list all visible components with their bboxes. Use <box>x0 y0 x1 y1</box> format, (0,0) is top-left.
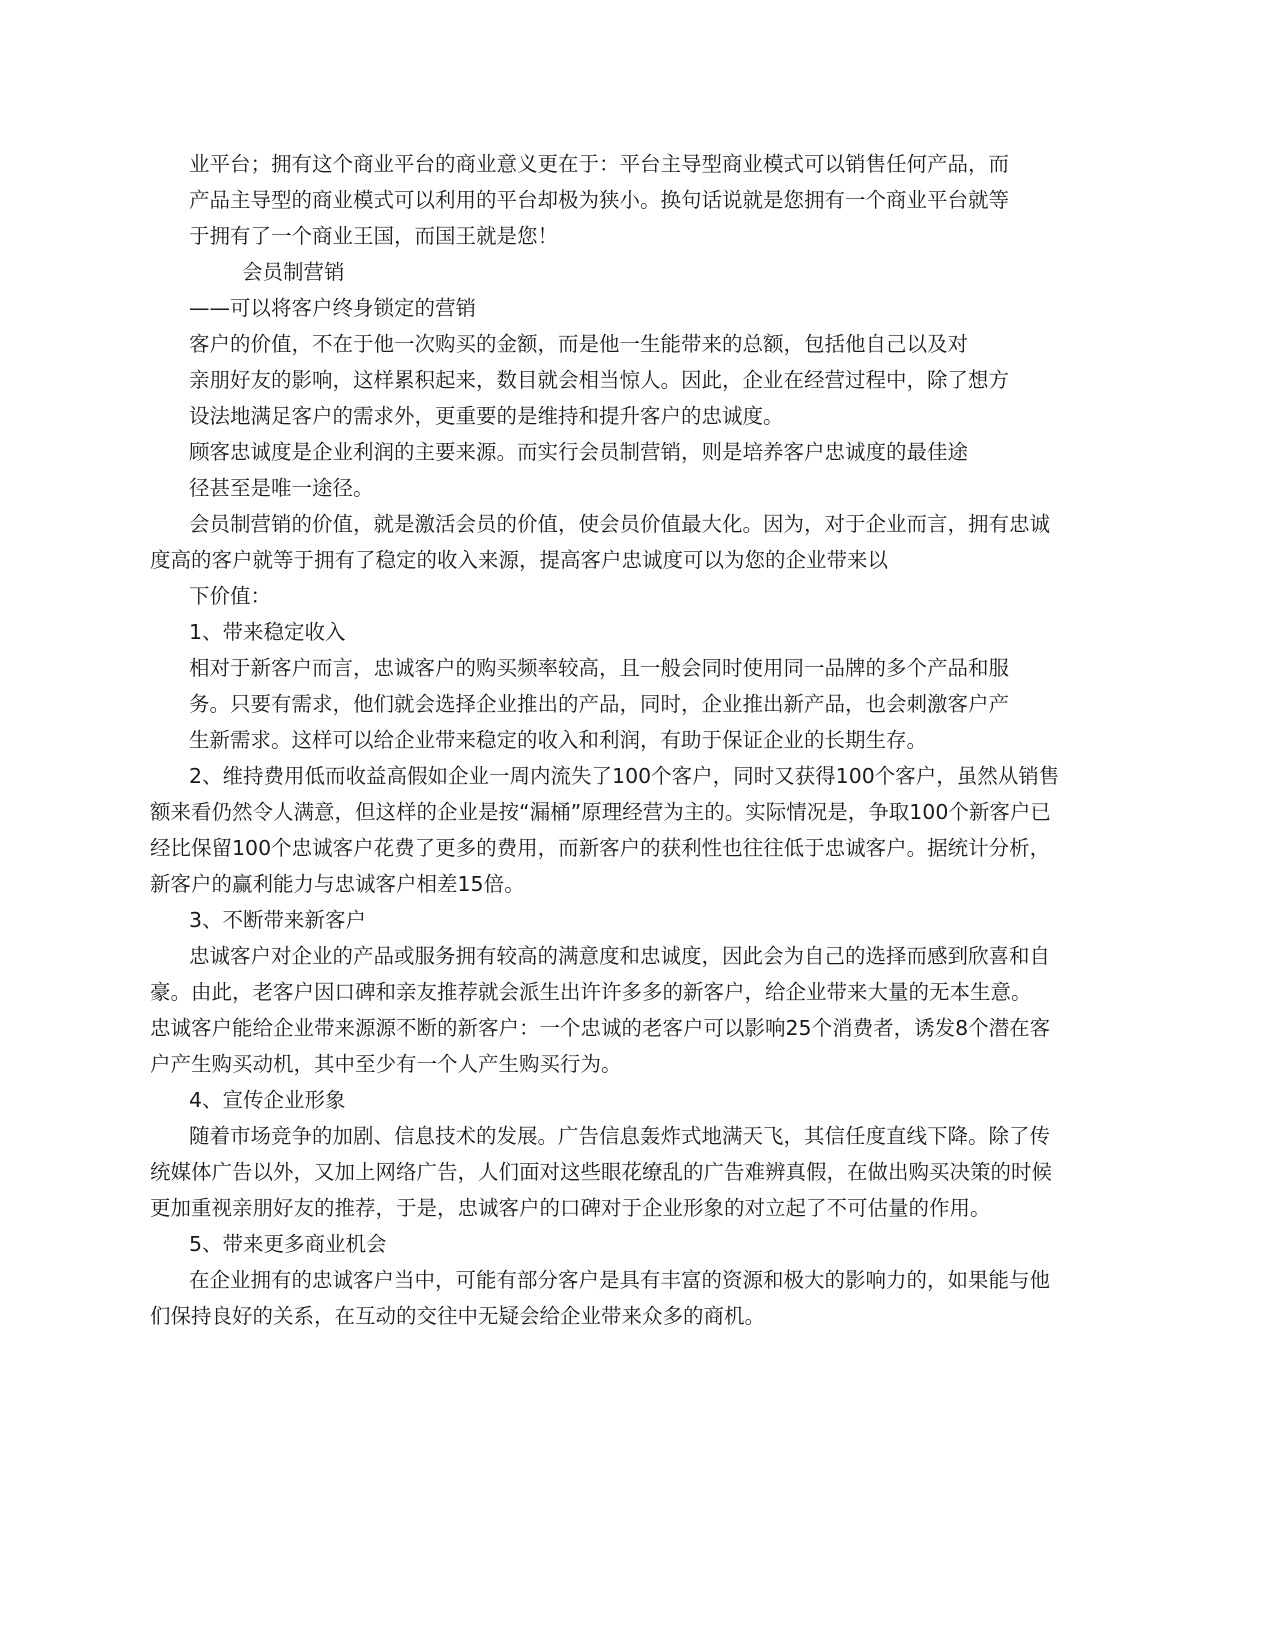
text-line: 新客户的赢利能力与忠诚客户相差15倍。 <box>150 872 525 896</box>
text-line: 务。只要有需求，他们就会选择企业推出的产品，同时，企业推出新产品，也会刺激客户产 <box>189 692 1009 716</box>
text-line: 随着市场竞争的加剧、信息技术的发展。广告信息轰炸式地满天飞，其信任度直线下降。除了传 <box>189 1124 1050 1148</box>
text-line: 会员制营销的价值，就是激活会员的价值，使会员价值最大化。因为，对于企业而言，拥有忠诚 <box>189 512 1050 536</box>
text-line: 相对于新客户而言，忠诚客户的购买频率较高，且一般会同时使用同一品牌的多个产品和服 <box>189 656 1009 680</box>
section-heading: 会员制营销 <box>242 260 345 284</box>
text-line: 径甚至是唯一途径。 <box>189 476 374 500</box>
text-line: 顾客忠诚度是企业利润的主要来源。而实行会员制营销，则是培养客户忠诚度的最佳途 <box>189 440 968 464</box>
list-heading: 2、维持费用低而收益高假如企业一周内流失了100个客户，同时又获得100个客户，虽然从销售 <box>189 764 1060 788</box>
text-line: 亲朋好友的影响，这样累积起来，数目就会相当惊人。因此，企业在经营过程中，除了想方 <box>189 368 1009 392</box>
text-line: 生新需求。这样可以给企业带来稳定的收入和利润，有助于保证企业的长期生存。 <box>189 728 927 752</box>
list-heading: 3、不断带来新客户 <box>189 908 367 932</box>
text-line: 统媒体广告以外，又加上网络广告，人们面对这些眼花缭乱的广告难辨真假，在做出购买决策的时候 <box>150 1160 1052 1184</box>
text-line: 度高的客户就等于拥有了稳定的收入来源，提高客户忠诚度可以为您的企业带来以 <box>150 548 888 572</box>
text-line: 下价值： <box>189 584 271 608</box>
text-line: 设法地满足客户的需求外，更重要的是维持和提升客户的忠诚度。 <box>189 404 784 428</box>
list-heading: 5、带来更多商业机会 <box>189 1232 387 1256</box>
text-line: 忠诚客户对企业的产品或服务拥有较高的满意度和忠诚度，因此会为自己的选择而感到欣喜和自 <box>189 944 1050 968</box>
text-line: 在企业拥有的忠诚客户当中，可能有部分客户是具有丰富的资源和极大的影响力的，如果能与他 <box>189 1268 1050 1292</box>
text-line: 豪。由此，老客户因口碑和亲友推荐就会派生出许许多多的新客户，给企业带来大量的无本生意。 <box>150 980 1032 1004</box>
text-line: 户产生购买动机，其中至少有一个人产生购买行为。 <box>150 1052 622 1076</box>
text-line: 忠诚客户能给企业带来源源不断的新客户：一个忠诚的老客户可以影响25个消费者，诱发8个潜在客 <box>150 1016 1051 1040</box>
text-line: 额来看仍然令人满意，但这样的企业是按“漏桶”原理经营为主的。实际情况是，争取100个新客户已 <box>150 800 1051 824</box>
section-subheading: ——可以将客户终身锁定的营销 <box>189 296 476 320</box>
text-line: 于拥有了一个商业王国，而国王就是您！ <box>189 224 558 248</box>
text-line: 客户的价值，不在于他一次购买的金额，而是他一生能带来的总额，包括他自己以及对 <box>189 332 968 356</box>
text-line: 更加重视亲朋好友的推荐，于是，忠诚客户的口碑对于企业形象的对立起了不可估量的作用。 <box>150 1196 991 1220</box>
text-line: 们保持良好的关系，在互动的交往中无疑会给企业带来众多的商机。 <box>150 1304 765 1328</box>
list-heading: 4、宣传企业形象 <box>189 1088 346 1112</box>
text-line: 产品主导型的商业模式可以利用的平台却极为狭小。换句话说就是您拥有一个商业平台就等 <box>189 188 1009 212</box>
text-line: 业平台；拥有这个商业平台的商业意义更在于：平台主导型商业模式可以销售任何产品，而 <box>189 152 1009 176</box>
list-heading: 1、带来稳定收入 <box>189 620 346 644</box>
text-line: 经比保留100个忠诚客户花费了更多的费用，而新客户的获利性也往往低于忠诚客户。据统计分析， <box>150 836 1051 860</box>
